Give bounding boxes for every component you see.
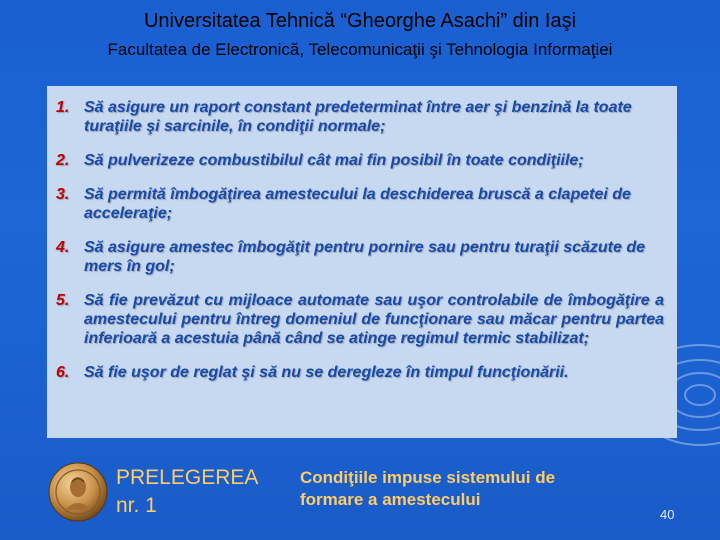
list-item xyxy=(56,291,664,348)
lecture-label xyxy=(116,464,258,520)
item-number: 1. xyxy=(56,99,70,116)
list-item xyxy=(56,363,664,382)
item-text: Să fie uşor de reglat şi să nu se deregleze în timpul funcţionării. xyxy=(84,364,569,381)
item-number: 3. xyxy=(56,186,70,203)
item-text: Să pulverizeze combustibilul cât mai fin posibil în toate condiţiile; xyxy=(84,152,584,169)
page-number: 40 xyxy=(660,507,675,522)
lecture-topic xyxy=(300,467,555,511)
medal-portrait-icon xyxy=(48,462,108,522)
faculty-subtitle: Facultatea de Electronică, Telecomunicaţii şi Tehnologia Informaţiei xyxy=(107,40,613,59)
item-number: 4. xyxy=(56,239,70,256)
requirements-panel xyxy=(47,86,677,438)
item-text: Să fie prevăzut cu mijloace automate sau uşor controlabile de îmbogăţire a amestecului pentru întreg domeniul de funcţionare sau măcar pentru partea inferioară a acestuia până când se atinge regimul termic stabilizat; xyxy=(84,292,664,347)
item-number: 5. xyxy=(56,292,70,309)
item-number: 2. xyxy=(56,152,70,169)
list-item xyxy=(56,185,664,223)
item-text: Să asigure amestec îmbogăţit pentru pornire sau pentru turaţii scăzute de mers în gol; xyxy=(84,239,646,275)
topic-line-1: Condiţiile impuse sistemului de xyxy=(300,468,556,487)
requirements-list xyxy=(56,98,664,397)
list-item xyxy=(56,151,664,170)
topic-line-2: formare a amestecului xyxy=(300,490,481,509)
list-item xyxy=(56,98,664,136)
item-text: Să permită îmbogăţirea amestecului la deschiderea bruscă a clapetei de acceleraţie; xyxy=(84,186,631,222)
university-title: Universitatea Tehnică “Gheorghe Asachi” din Iaşi xyxy=(143,10,577,32)
item-number: 6. xyxy=(56,364,70,381)
lecture-number: nr. 1 xyxy=(116,494,157,517)
item-text: Să asigure un raport constant predeterminat între aer şi benzină la toate turaţiile şi sarcinile, în condiţii normale; xyxy=(84,99,632,135)
list-item xyxy=(56,238,664,276)
lecture-title: PRELEGEREA xyxy=(116,466,259,489)
